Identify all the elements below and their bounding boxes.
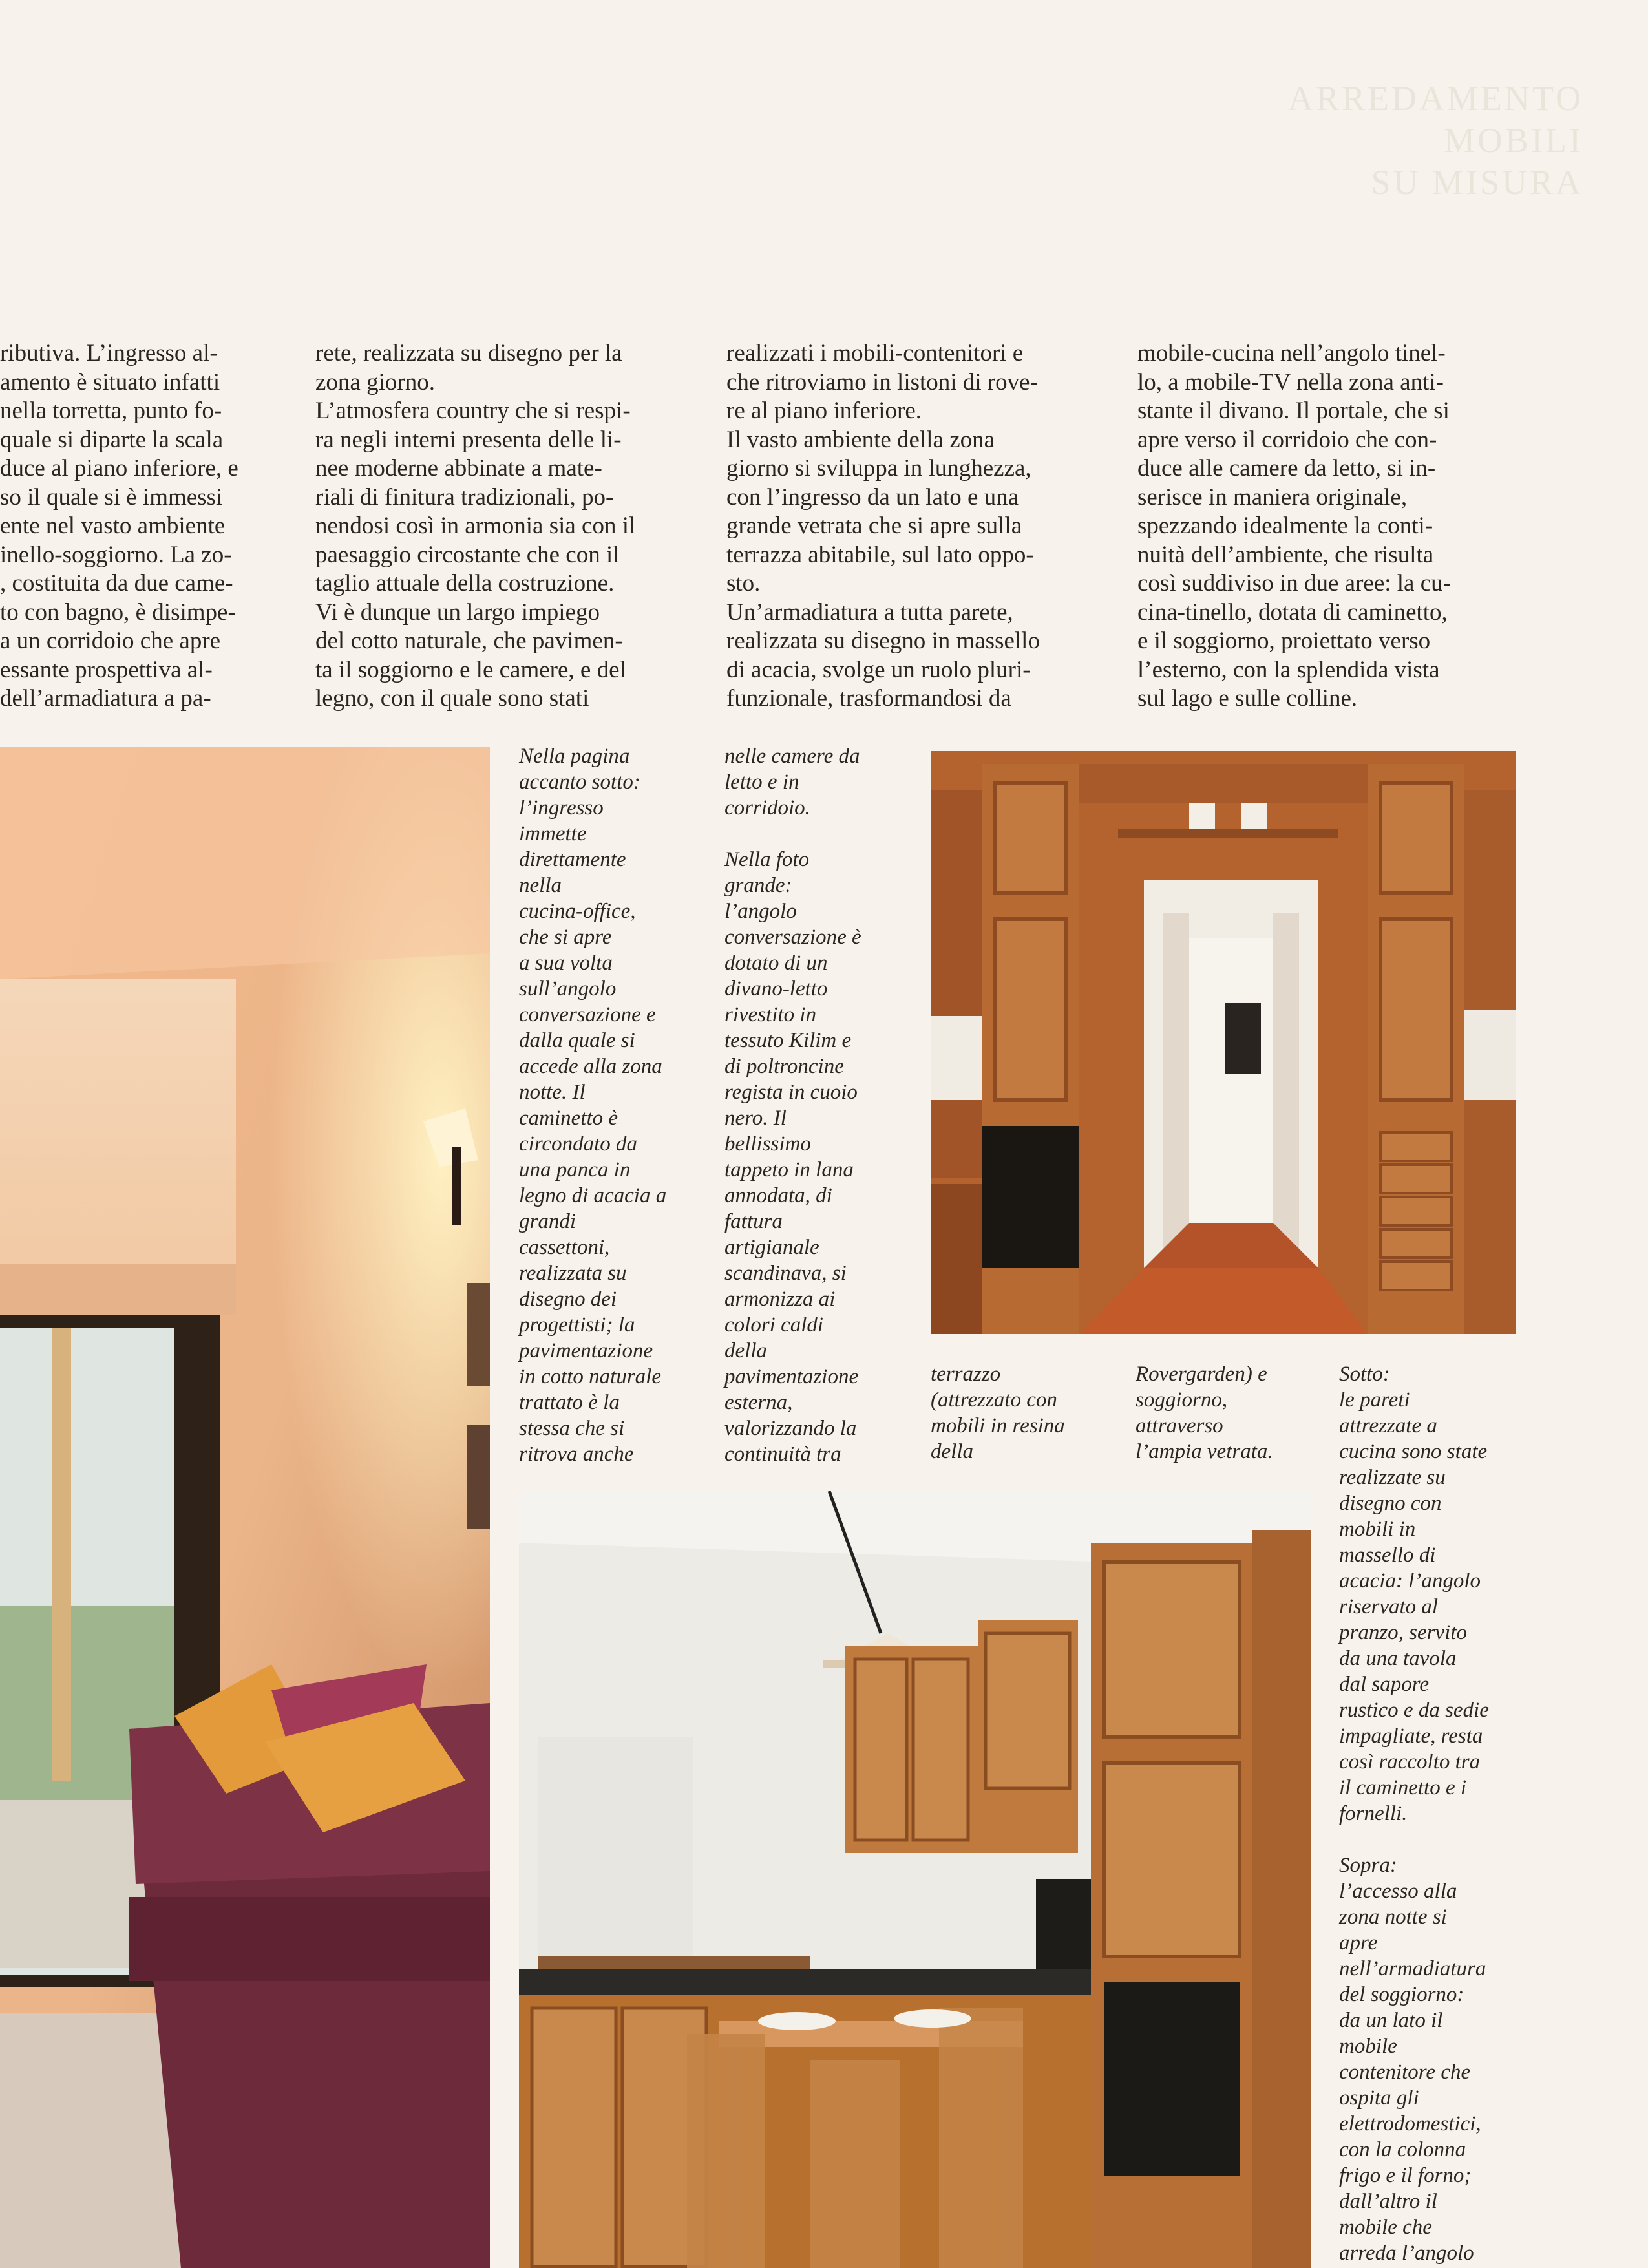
body-column-2: rete, realizzata su disegno per la zona giorno. L’atmosfera country che si respi- ra negli interni presenta delle li- nee moderne abbinate a mate- riali di finitura tradizionali, po- nendosi così in armonia sia con il paesaggio circostante che con il taglio attuale della costruzione. Vi è dunque un largo impiego del cotto naturale, che pavimen- ta il soggiorno e le camere, e del legno, con il quale sono stati (315, 340, 636, 712)
caption-a: Nella pagina accanto sotto: l’ingresso immette direttamente nella cucina-office, che si apre a sua volta sull’angolo conversazione e dalla quale si accede alla zona notte. Il caminetto è circondato da una panca in legno di acacia a grandi cassettoni, realizzata su disegno dei progettisti; la pavimentazione in cotto naturale trattato è la stessa che si ritrova anche (519, 745, 667, 1466)
living-room-photo (0, 747, 490, 2268)
portal-photo (931, 751, 1516, 1334)
kitchen-photo (519, 1491, 1311, 2268)
caption-b: nelle camere da letto e in corridoio. Nella foto grande: l’angolo conversazione è dotato di un divano-letto rivestito in tessuto Kilim e di poltroncine regista in cuoio nero. Il bellissimo tappeto in lana annodata, di fattura artigianale scandinava, si armonizza ai colori caldi della pavimentazione esterna, valorizzando la continuità tra (724, 745, 861, 1466)
ghost-title: ARREDAMENTO MOBILI SU MISURA (1287, 79, 1583, 202)
body-column-1: ributiva. L’ingresso al- amento è situato infatti nella torretta, punto fo- quale si diparte la scala duce al piano inferiore, e so il quale si è immessi ente nel vasto ambiente inello-soggiorno. La zo- , costituita da due came- to con bagno, è disimpe- a un corridoio che apre essante prospettiva al- dell’armadiatura a pa- (0, 340, 238, 712)
body-column-4: mobile-cucina nell’angolo tinel- lo, a mobile-TV nella zona anti- stante il divano. Il portale, che si apre verso il corridoio che con- duce alle camere da letto, si in- serisce in maniera originale, spezzando idealmente la conti- nuità dell’ambiente, che risulta così suddiviso in due aree: la cu- cina-tinello, dotata di caminetto, e il soggiorno, proiettato verso l’esterno, con la splendida vista sul lago e sulle colline. (1137, 340, 1451, 712)
caption-c: terrazzo (attrezzato con mobili in resina della (931, 1362, 1065, 1463)
body-column-3: realizzati i mobili-contenitori e che ritroviamo in listoni di rove- re al piano inferiore. Il vasto ambiente della zona giorno si sviluppa in lunghezza, con l’ingresso da un lato e una grande vetrata che si apre sulla terrazza abitabile, sul lato oppo- sto. Un’armadiatura a tutta parete, realizzata su disegno in massello di acacia, svolge un ruolo pluri- funzionale, trasformandosi da (726, 340, 1040, 712)
caption-d: Rovergarden) e soggiorno, attraverso l’ampia vetrata. (1136, 1362, 1273, 1463)
caption-e: Sotto: le pareti attrezzate a cucina sono state realizzate su disegno con mobili in massello di acacia: l’angolo riservato al pranzo, servito da una tavola dal sapore rustico e da sedie impagliate, resta così raccolto tra il caminetto e i fornelli. Sopra: l’accesso alla zona notte si apre nell’armadiatura del soggiorno: da un lato il mobile contenitore che ospita gli elettrodomestici, con la colonna frigo e il forno; dall’altro il mobile che arreda l’angolo (1339, 1362, 1489, 2265)
